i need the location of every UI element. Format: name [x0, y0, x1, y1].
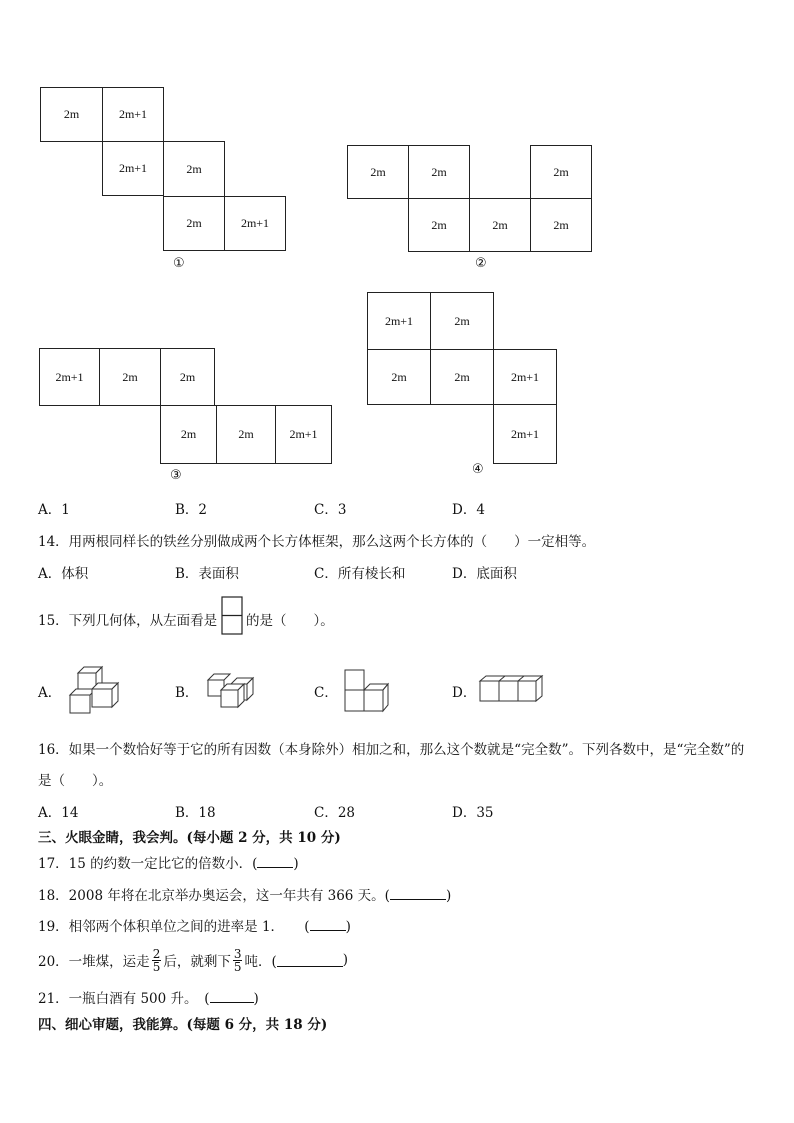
q17-text: 17．15 的约数一定比它的倍数小．( — [38, 856, 258, 872]
q20 — [38, 942, 348, 978]
q21-text: 21．一瓶白酒有 500 升。 ( — [38, 991, 210, 1007]
section-3-heading: 三、火眼金睛，我会判。(每小题 2 分，共 10 分) — [38, 830, 341, 846]
q20-answer-blank[interactable] — [277, 954, 343, 967]
q15-option-b-label: B． — [175, 685, 199, 701]
q17 — [38, 852, 299, 872]
q17-close: ) — [293, 856, 299, 872]
q21 — [38, 987, 259, 1007]
q16-option-d: D．35 — [452, 805, 494, 821]
q20-text-before: 20．一堆煤，运走 — [38, 954, 150, 970]
q13-option-c: C．3 — [314, 502, 347, 518]
q14-text: 14．用两根同样长的铁丝分别做成两个长方体框架，那么这两个长方体的（ ）一定相等。 — [38, 534, 596, 550]
q15-text-before: 15．下列几何体，从左面看是 — [38, 613, 218, 629]
q13-option-b: B．2 — [175, 502, 208, 518]
q18-text: 18．2008 年将在北京举办奥运会，这一年共有 366 天。( — [38, 888, 390, 904]
q14-option-d: D．底面积 — [452, 566, 517, 582]
q20-close: ) — [342, 952, 349, 968]
q15-text-after: 的是（ ）。 — [246, 613, 334, 629]
q21-close: ) — [253, 991, 259, 1007]
net-3-label: ③ — [170, 468, 182, 483]
net-3-cell: 2m+1 — [39, 348, 100, 406]
q17-answer-blank[interactable] — [257, 855, 293, 868]
net-4-cell: 2m — [430, 349, 494, 405]
net-4-cell: 2m+1 — [493, 404, 557, 464]
q20-fraction-1: $\frac{2}{5}$ — [152, 946, 161, 974]
q18-close: ) — [445, 888, 452, 904]
q21-answer-blank[interactable] — [210, 990, 254, 1003]
q16-option-c: C．28 — [314, 805, 356, 821]
net-3-cell: 2m+1 — [275, 405, 332, 464]
q18-answer-blank[interactable] — [390, 887, 446, 900]
net-1-cell: 2m — [40, 87, 103, 142]
q15-option-a-cubes — [68, 663, 120, 715]
net-2-cell: 2m — [347, 145, 409, 199]
net-1-cell: 2m+1 — [102, 141, 164, 196]
net-1-cell: 2m — [163, 196, 225, 251]
side-view-figure — [221, 596, 243, 636]
q14-option-a: A．体积 — [38, 566, 89, 582]
q15-option-c-cubes — [342, 664, 392, 714]
net-1-cell: 2m+1 — [224, 196, 286, 251]
q15-option-b-cubes — [205, 668, 255, 712]
net-3-cell: 2m — [99, 348, 161, 406]
net-2-cell: 2m — [469, 198, 531, 252]
q19 — [38, 915, 351, 935]
net-4-cell: 2m — [430, 292, 494, 350]
net-1-cell: 2m — [163, 141, 225, 197]
net-4-cell: 2m — [367, 349, 431, 405]
section-4-heading: 四、细心审题，我能算。(每题 6 分，共 18 分) — [38, 1017, 328, 1033]
net-1-label: ① — [173, 256, 185, 271]
net-4-cell: 2m+1 — [493, 349, 557, 405]
q15-option-d-label: D． — [452, 685, 477, 701]
net-3-cell: 2m — [160, 405, 217, 464]
net-2-cell: 2m — [408, 198, 470, 252]
q20-text-middle: 后，就剩下 — [163, 954, 231, 970]
net-3-cell: 2m — [160, 348, 215, 406]
net-4-cell: 2m+1 — [367, 292, 431, 350]
net-2-cell: 2m — [530, 198, 592, 252]
q19-answer-blank[interactable] — [310, 918, 346, 931]
q19-text: 19．相邻两个体积单位之间的进率是 1． ( — [38, 919, 310, 935]
q18 — [38, 884, 451, 904]
q13-option-a: A．1 — [38, 502, 70, 518]
net-4-label: ④ — [472, 462, 484, 477]
q16-option-b: B．18 — [175, 805, 216, 821]
net-3-cell: 2m — [216, 405, 276, 464]
q15-option-d-cubes — [478, 674, 546, 704]
q19-close: ) — [345, 919, 351, 935]
net-1-cell: 2m+1 — [102, 87, 164, 142]
net-2-cell: 2m — [530, 145, 592, 199]
net-2-cell: 2m — [408, 145, 470, 199]
q16-line-1: 16．如果一个数恰好等于它的所有因数（本身除外）相加之和，那么这个数就是“完全数”。下列各数中，是“完全数”的 — [38, 742, 745, 758]
q14-option-b: B．表面积 — [175, 566, 239, 582]
net-2-label: ② — [475, 256, 487, 271]
q16-line-2: 是（ ）。 — [38, 773, 113, 789]
q20-text-after: 吨．( — [244, 954, 277, 970]
q13-option-d: D．4 — [452, 502, 485, 518]
q20-fraction-2: $\frac{3}{5}$ — [233, 946, 242, 974]
q15-option-a-label: A． — [38, 685, 62, 701]
q14-option-c: C．所有棱长和 — [314, 566, 406, 582]
q15-option-c-label: C． — [314, 685, 338, 701]
q16-option-a: A．14 — [38, 805, 79, 821]
